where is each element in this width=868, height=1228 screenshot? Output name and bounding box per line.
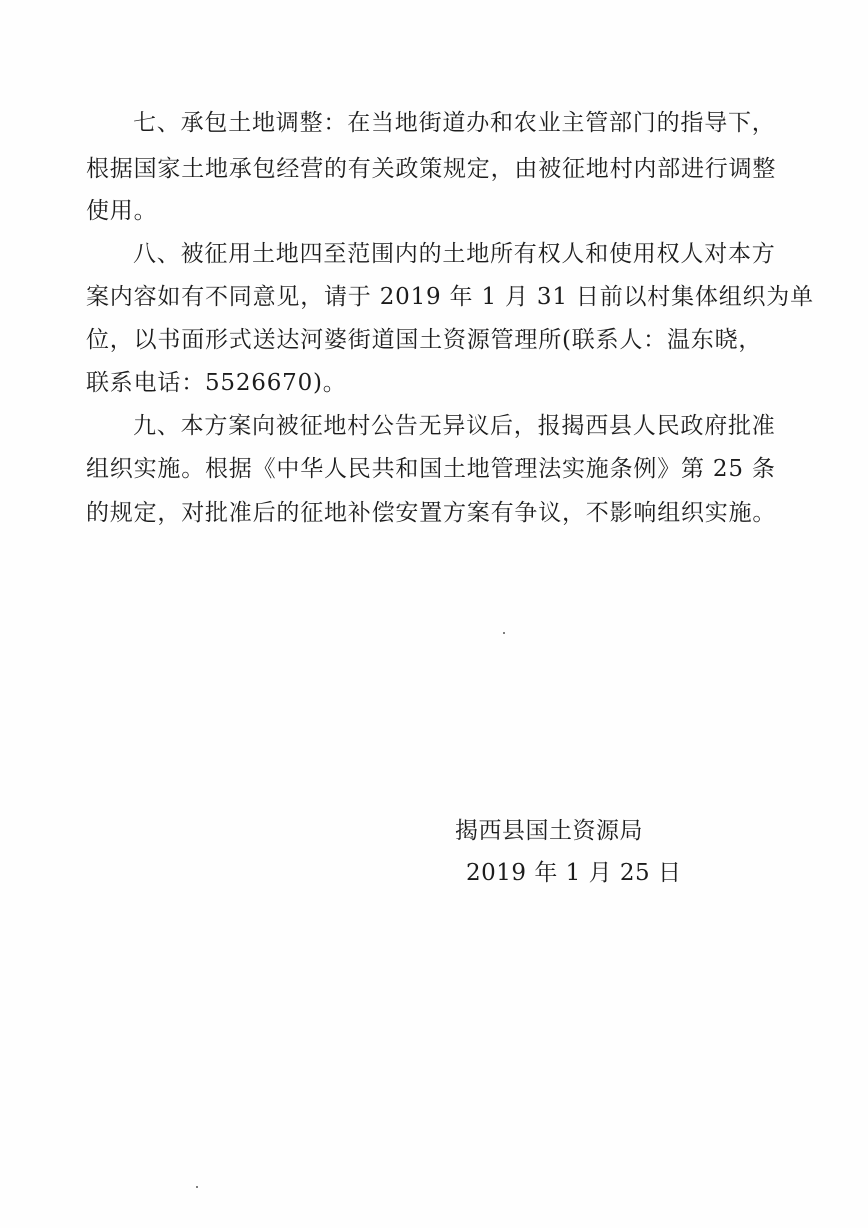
signature-organization: 揭西县国土资源局 [455, 818, 643, 844]
paragraph-8-line-1: 八、被征用土地四至范围内的土地所有权人和使用权人对本方 [133, 241, 776, 267]
paragraph-7-line-2: 根据国家土地承包经营的有关政策规定，由被征地村内部进行调整 [86, 156, 777, 182]
paragraph-9-line-2: 组织实施。根据《中华人民共和国土地管理法实施条例》第 25 条 [86, 456, 776, 482]
paragraph-8-line-4: 联系电话：5526670)。 [86, 370, 347, 396]
paragraph-7-line-3: 使用。 [86, 198, 158, 224]
paragraph-8-line-3: 位，以书面形式送达河婆街道国土资源管理所(联系人：温东晓， [86, 327, 763, 353]
scan-speck [196, 1186, 198, 1188]
paragraph-9-line-3: 的规定，对批准后的征地补偿安置方案有争议，不影响组织实施。 [86, 500, 777, 526]
scan-speck [503, 632, 505, 634]
paragraph-7-line-1: 七、承包土地调整：在当地街道办和农业主管部门的指导下， [133, 110, 776, 136]
paragraph-9-line-1: 九、本方案向被征地村公告无异议后，报揭西县人民政府批准 [133, 413, 776, 439]
paragraph-8-line-2: 案内容如有不同意见，请于 2019 年 1 月 31 日前以村集体组织为单 [86, 284, 814, 310]
signature-date: 2019 年 1 月 25 日 [466, 860, 682, 886]
